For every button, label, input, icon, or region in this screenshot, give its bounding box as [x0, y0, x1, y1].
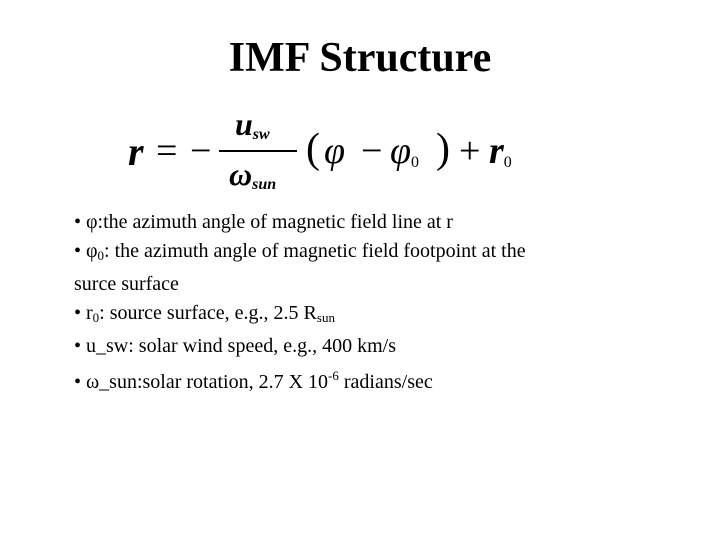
eq-plus: +: [459, 130, 481, 172]
bullet-phi0-continuation: [74, 270, 694, 299]
eq-close-paren: ): [436, 126, 450, 172]
imf-equation: [128, 108, 548, 198]
bullet-omega-exponent: -6: [328, 368, 339, 383]
slide-title: IMF Structure: [228, 35, 492, 81]
bullet-phi0-text: : the azimuth angle of magnetic field footpoint at the: [104, 240, 526, 262]
eq-r: r: [128, 129, 144, 174]
bullet-r0-text: : source surface, e.g., 2.5 R: [99, 302, 317, 324]
eq-omega-subscript: sun: [252, 176, 277, 193]
eq-r0-symbol: r: [489, 130, 504, 172]
bullet-usw: [74, 332, 694, 361]
eq-open-paren: (: [306, 126, 320, 172]
eq-phi0-subscript: 0: [411, 154, 420, 171]
bullet-r0-prefix: • r: [74, 302, 93, 324]
eq-phi: φ: [324, 130, 346, 172]
bullet-omega-suffix: radians/sec: [338, 371, 433, 393]
bullet-r0: [74, 299, 694, 332]
bullet-phi0-subscript: 0: [97, 248, 105, 263]
bullet-phi-text: • φ:the azimuth angle of magnetic field line at r: [74, 211, 453, 233]
eq-numerator: [235, 108, 270, 143]
eq-phi0-symbol: φ: [390, 130, 412, 172]
fraction-bar: [219, 150, 297, 152]
eq-r0-subscript: 0: [503, 154, 512, 171]
bullet-omega-sun: [74, 361, 694, 397]
bullet-phi: [74, 208, 694, 237]
bullet-r0-subscript: 0: [92, 310, 100, 325]
bullet-usw-text: • u_sw: solar wind speed, e.g., 400 km/s: [74, 335, 396, 357]
bullet-phi0: [74, 237, 694, 270]
eq-equals: =: [156, 130, 178, 172]
eq-inner-minus: −: [361, 130, 383, 172]
definition-list: [74, 208, 694, 397]
eq-denominator: [229, 158, 276, 193]
eq-u-symbol: u: [235, 106, 253, 142]
eq-r0: [489, 132, 512, 171]
bullet-omega-prefix: • ω_sun:solar rotation, 2.7 X 10: [74, 371, 329, 393]
bullet-phi0-prefix: • φ: [74, 240, 98, 262]
eq-phi0: [390, 132, 419, 171]
bullet-r0-sun-subscript: sun: [316, 310, 335, 325]
eq-minus: −: [190, 130, 212, 172]
bullet-phi0-continuation-text: surce surface: [74, 273, 179, 295]
eq-omega-symbol: ω: [229, 156, 253, 192]
eq-u-subscript: sw: [252, 126, 270, 143]
